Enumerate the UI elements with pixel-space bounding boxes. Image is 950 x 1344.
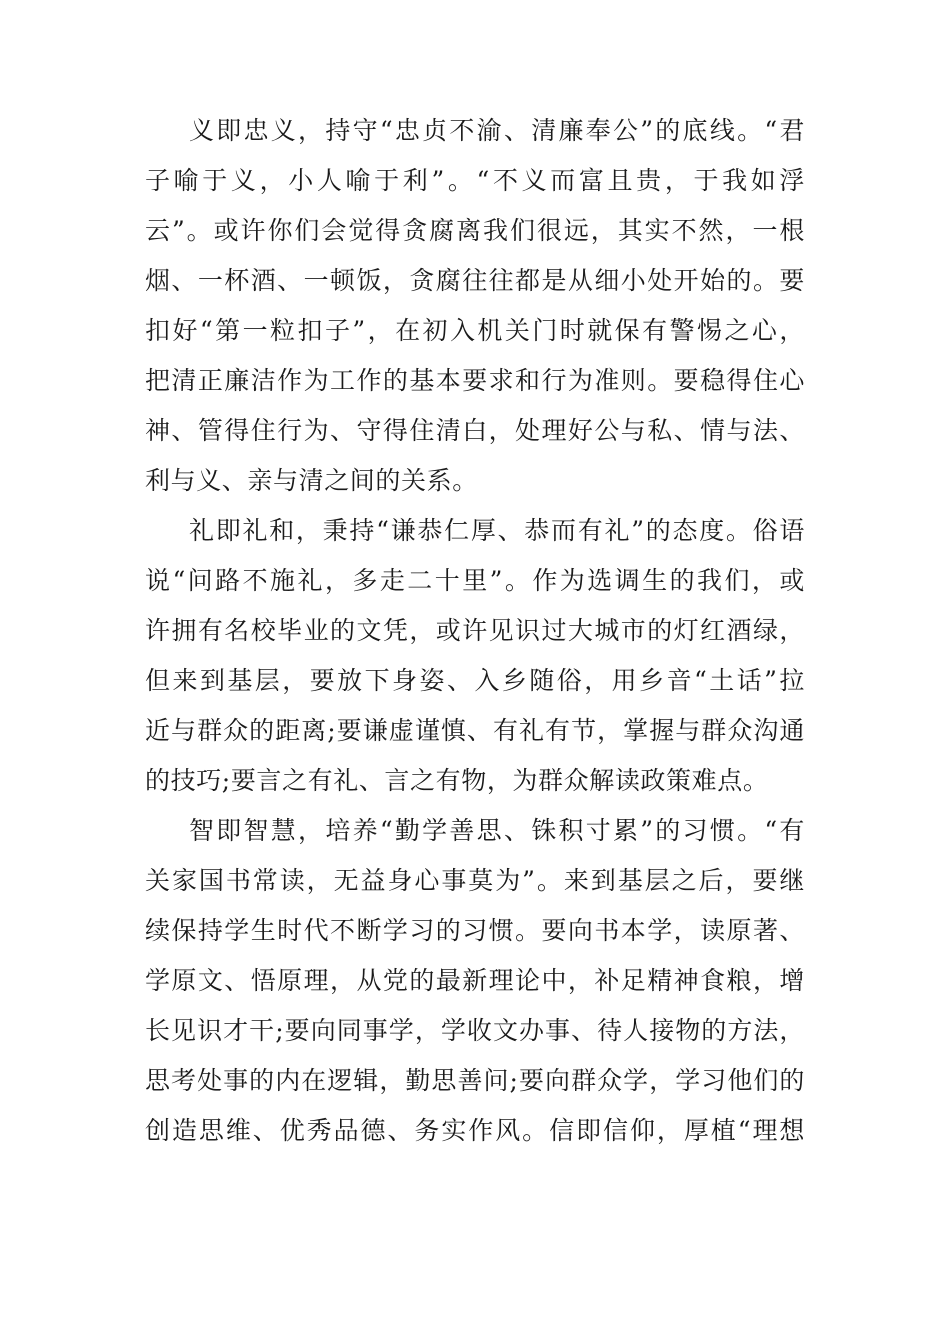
paragraph-courtesy bbox=[145, 506, 805, 806]
text-line: 说“问路不施礼，多走二十里”。作为选调生的我们，或 bbox=[145, 566, 805, 595]
text-line: 续保持学生时代不断学习的习惯。要向书本学，读原著、 bbox=[145, 916, 805, 945]
text-line: 扣好“第一粒扣子”，在初入机关门时就保有警惕之心， bbox=[145, 316, 805, 345]
text-line: 许拥有名校毕业的文凭，或许见识过大城市的灯红酒绿， bbox=[145, 616, 805, 645]
text-line: 利与义、亲与清之间的关系。 bbox=[145, 466, 478, 495]
text-line: 云”。或许你们会觉得贪腐离我们很远，其实不然，一根 bbox=[145, 216, 805, 245]
text-line: 学原文、悟原理，从党的最新理论中，补足精神食粮，增 bbox=[145, 966, 805, 995]
text-line: 长见识才干;要向同事学，学收文办事、待人接物的方法， bbox=[145, 1016, 805, 1045]
text-line: 的技巧;要言之有礼、言之有物，为群众解读政策难点。 bbox=[145, 766, 769, 795]
document-body bbox=[145, 106, 805, 1156]
text-line: 但来到基层，要放下身姿、入乡随俗，用乡音“土话”拉 bbox=[145, 666, 805, 695]
text-line: 把清正廉洁作为工作的基本要求和行为准则。要稳得住心 bbox=[145, 366, 805, 395]
text-line: 礼即礼和，秉持“谦恭仁厚、恭而有礼”的态度。俗语 bbox=[189, 516, 805, 545]
text-line: 烟、一杯酒、一顿饭，贪腐往往都是从细小处开始的。要 bbox=[145, 266, 805, 295]
text-line: 思考处事的内在逻辑，勤思善问;要向群众学，学习他们的 bbox=[145, 1066, 805, 1095]
text-line: 子喻于义，小人喻于利”。“不义而富且贵，于我如浮 bbox=[145, 166, 805, 195]
text-line: 关家国书常读，无益身心事莫为”。来到基层之后，要继 bbox=[145, 866, 805, 895]
paragraph-righteousness bbox=[145, 106, 805, 506]
text-line: 神、管得住行为、守得住清白，处理好公与私、情与法、 bbox=[145, 416, 805, 445]
text-line: 义即忠义，持守“忠贞不渝、清廉奉公”的底线。“君 bbox=[189, 116, 805, 145]
text-line: 创造思维、优秀品德、务实作风。信即信仰，厚植“理想 bbox=[145, 1116, 805, 1145]
text-line: 智即智慧，培养“勤学善思、铢积寸累”的习惯。“有 bbox=[189, 816, 805, 845]
text-line: 近与群众的距离;要谦虚谨慎、有礼有节，掌握与群众沟通 bbox=[145, 716, 805, 745]
paragraph-wisdom bbox=[145, 806, 805, 1156]
